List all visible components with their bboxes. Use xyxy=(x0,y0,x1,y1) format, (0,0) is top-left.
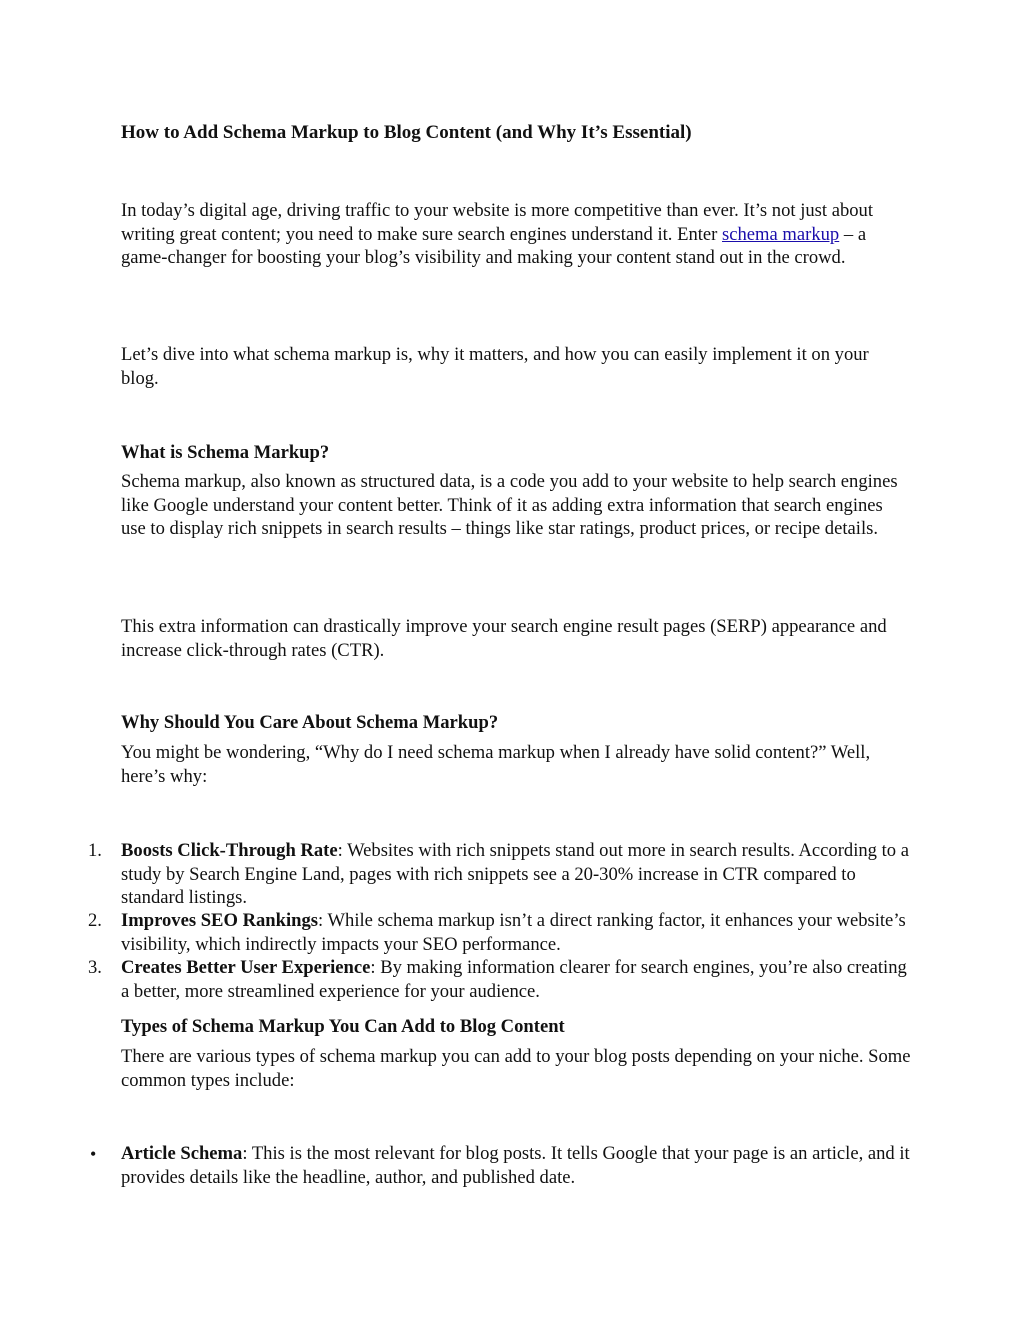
intro-text: In today’s digital age, driving traffic to your website is more competitive than ever. It’s not just about writing great content; you need to make sure search engines understand it. Enter xyxy=(121,200,874,245)
list-number: 3. xyxy=(88,957,102,978)
intro-paragraph xyxy=(121,199,911,270)
intro-text-continued: – a game-changer for boosting your blog’s visibility and making your content stand out in the crowd. xyxy=(121,223,867,268)
why-heading: Why Should You Care About Schema Markup? xyxy=(121,712,499,733)
dive-paragraph: Let’s dive into what schema markup is, why it matters, and how you can easily implement it on your blog. xyxy=(121,344,869,389)
list-item-title: Article Schema xyxy=(121,1143,243,1164)
list-item-text xyxy=(121,839,911,910)
schema-markup-link[interactable]: schema markup xyxy=(722,223,840,245)
why-paragraph: You might be wondering, “Why do I need schema markup when I already have solid content?” Well, here’s why: xyxy=(121,742,871,787)
list-item-title: Boosts Click-Through Rate xyxy=(121,840,338,861)
list-number: 1. xyxy=(88,840,102,861)
list-item-text xyxy=(121,956,911,1003)
types-paragraph: There are various types of schema markup you can add to your blog posts depending on your niche. Some common types include: xyxy=(121,1046,911,1091)
list-item-title: Improves SEO Rankings xyxy=(121,910,319,931)
list-item-text xyxy=(121,909,911,956)
serp-paragraph: This extra information can drastically improve your search engine result pages (SERP) appearance and increase click-through rates (CTR). xyxy=(121,616,887,661)
what-paragraph: Schema markup, also known as structured data, is a code you add to your website to help search engines like Google understand your content better. Think of it as adding extra information that search engines use to display rich snippets in search results – things like star ratings, product prices, or recipe details. xyxy=(121,471,898,539)
list-number: 2. xyxy=(88,910,102,931)
what-heading: What is Schema Markup? xyxy=(121,442,330,463)
list-item-description: : By making information clearer for search engines, you’re also creating a better, more streamlined experience for your audience. xyxy=(121,957,907,1002)
list-item-description: : This is the most relevant for blog posts. It tells Google that your page is an article, and it provides details like the headline, author, and published date. xyxy=(121,1143,910,1188)
list-item-description: : Websites with rich snippets stand out more in search results. According to a study by Search Engine Land, pages with rich snippets see a 20-30% increase in CTR compared to standard listings. xyxy=(121,840,909,908)
list-item-text xyxy=(121,1142,911,1189)
bullet-icon: • xyxy=(90,1144,97,1164)
list-item-title: Creates Better User Experience xyxy=(121,957,371,978)
list-item-description: : While schema markup isn’t a direct ranking factor, it enhances your website’s visibility, which indirectly impacts your SEO performance. xyxy=(121,910,906,955)
document-title: How to Add Schema Markup to Blog Content (and Why It’s Essential) xyxy=(121,122,692,143)
types-heading: Types of Schema Markup You Can Add to Blog Content xyxy=(121,1016,565,1037)
